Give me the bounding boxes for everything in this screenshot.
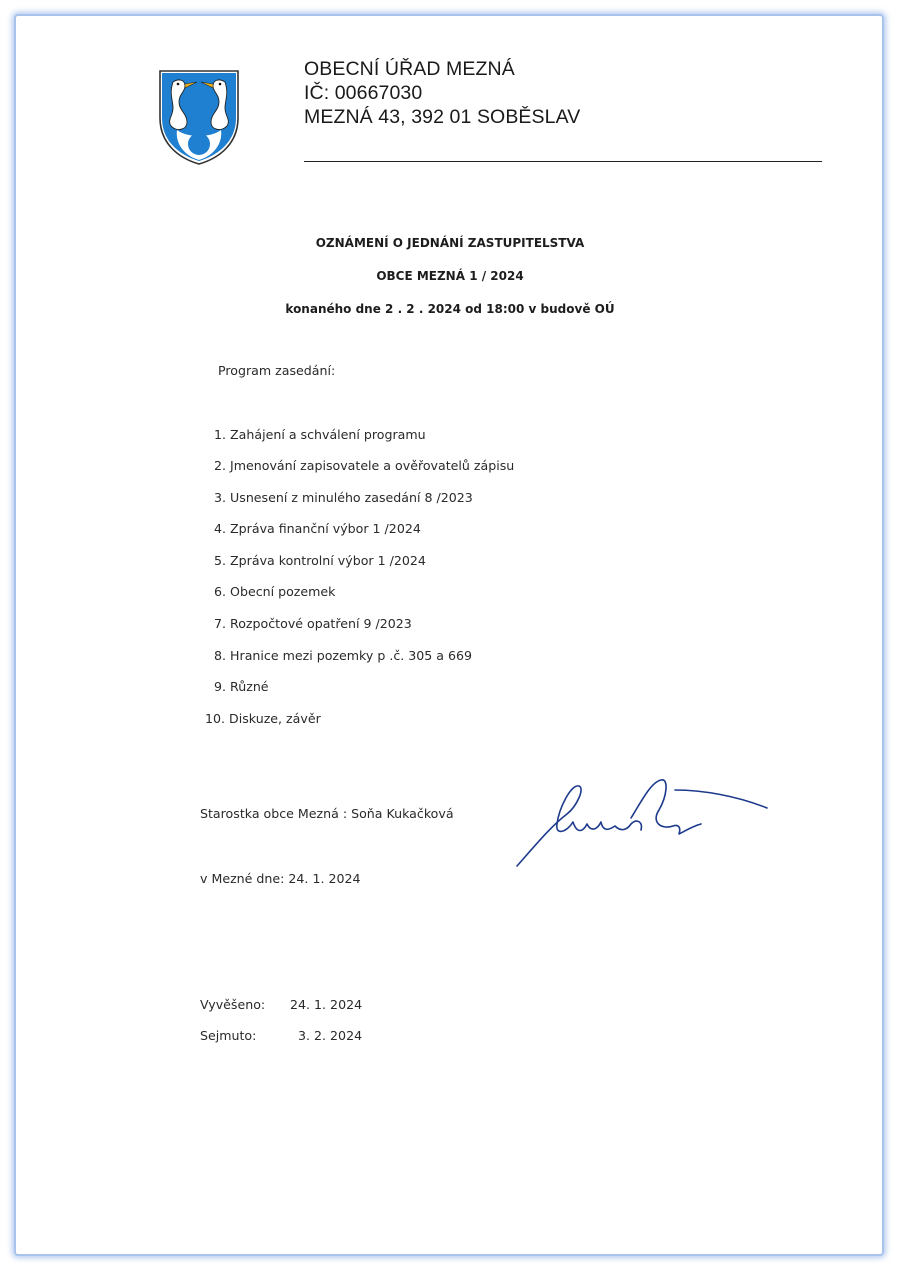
item-number: 6. bbox=[214, 584, 227, 599]
item-number: 7. bbox=[214, 616, 227, 631]
program-item bbox=[214, 521, 421, 536]
item-text: Zpráva finanční výbor 1 /2024 bbox=[230, 521, 421, 536]
ico-number: IČ: 00667030 bbox=[304, 82, 423, 104]
item-number: 10. bbox=[205, 711, 226, 726]
posted-date: 24. 1. 2024 bbox=[290, 997, 363, 1012]
item-text: Různé bbox=[230, 679, 269, 694]
mayor-name: Starostka obce Mezná : Soňa Kukačková bbox=[200, 806, 454, 821]
program-item bbox=[214, 490, 473, 505]
item-number: 3. bbox=[214, 490, 227, 505]
item-text: Obecní pozemek bbox=[230, 584, 336, 599]
item-text: Hranice mezi pozemky p .č. 305 a 669 bbox=[230, 648, 473, 663]
notice-subtitle: OBCE MEZNÁ 1 / 2024 bbox=[376, 269, 524, 283]
coat-of-arms-logo bbox=[157, 68, 241, 166]
item-number: 8. bbox=[214, 648, 227, 663]
removed-label: Sejmuto: bbox=[200, 1028, 257, 1043]
program-item bbox=[214, 553, 426, 568]
program-item bbox=[214, 458, 514, 473]
document-frame bbox=[14, 14, 884, 1256]
place-date-label: v Mezné dne: bbox=[200, 871, 285, 886]
program-item bbox=[214, 427, 426, 442]
office-address: MEZNÁ 43, 392 01 SOBĚSLAV bbox=[304, 106, 581, 128]
program-item bbox=[214, 648, 472, 663]
item-text: Zpráva kontrolní výbor 1 /2024 bbox=[230, 553, 426, 568]
program-item bbox=[205, 711, 321, 726]
header-divider bbox=[304, 161, 822, 162]
program-item bbox=[214, 616, 412, 631]
item-number: 5. bbox=[214, 553, 227, 568]
item-text: Zahájení a schválení programu bbox=[230, 427, 426, 442]
removed-date: 3. 2. 2024 bbox=[298, 1028, 363, 1043]
meeting-date-line: konaného dne 2 . 2 . 2024 od 18:00 v budově OÚ bbox=[285, 302, 615, 316]
program-heading: Program zasedání: bbox=[218, 363, 336, 378]
item-text: Jmenování zapisovatele a ověřovatelů zápisu bbox=[230, 458, 515, 473]
item-text: Diskuze, závěr bbox=[229, 711, 321, 726]
posted-label: Vyvěšeno: bbox=[200, 997, 266, 1012]
item-number: 1. bbox=[214, 427, 227, 442]
item-number: 4. bbox=[214, 521, 227, 536]
signature-image bbox=[511, 774, 773, 872]
item-number: 2. bbox=[214, 458, 227, 473]
program-item bbox=[214, 679, 269, 694]
office-name: OBECNÍ ÚŘAD MEZNÁ bbox=[304, 58, 515, 80]
place-date bbox=[200, 871, 361, 886]
item-text: Usnesení z minulého zasedání 8 /2023 bbox=[230, 490, 473, 505]
item-number: 9. bbox=[214, 679, 227, 694]
program-item bbox=[214, 584, 335, 599]
place-date-value: 24. 1. 2024 bbox=[288, 871, 361, 886]
item-text: Rozpočtové opatření 9 /2023 bbox=[230, 616, 412, 631]
notice-title: OZNÁMENÍ O JEDNÁNÍ ZASTUPITELSTVA bbox=[315, 236, 585, 250]
